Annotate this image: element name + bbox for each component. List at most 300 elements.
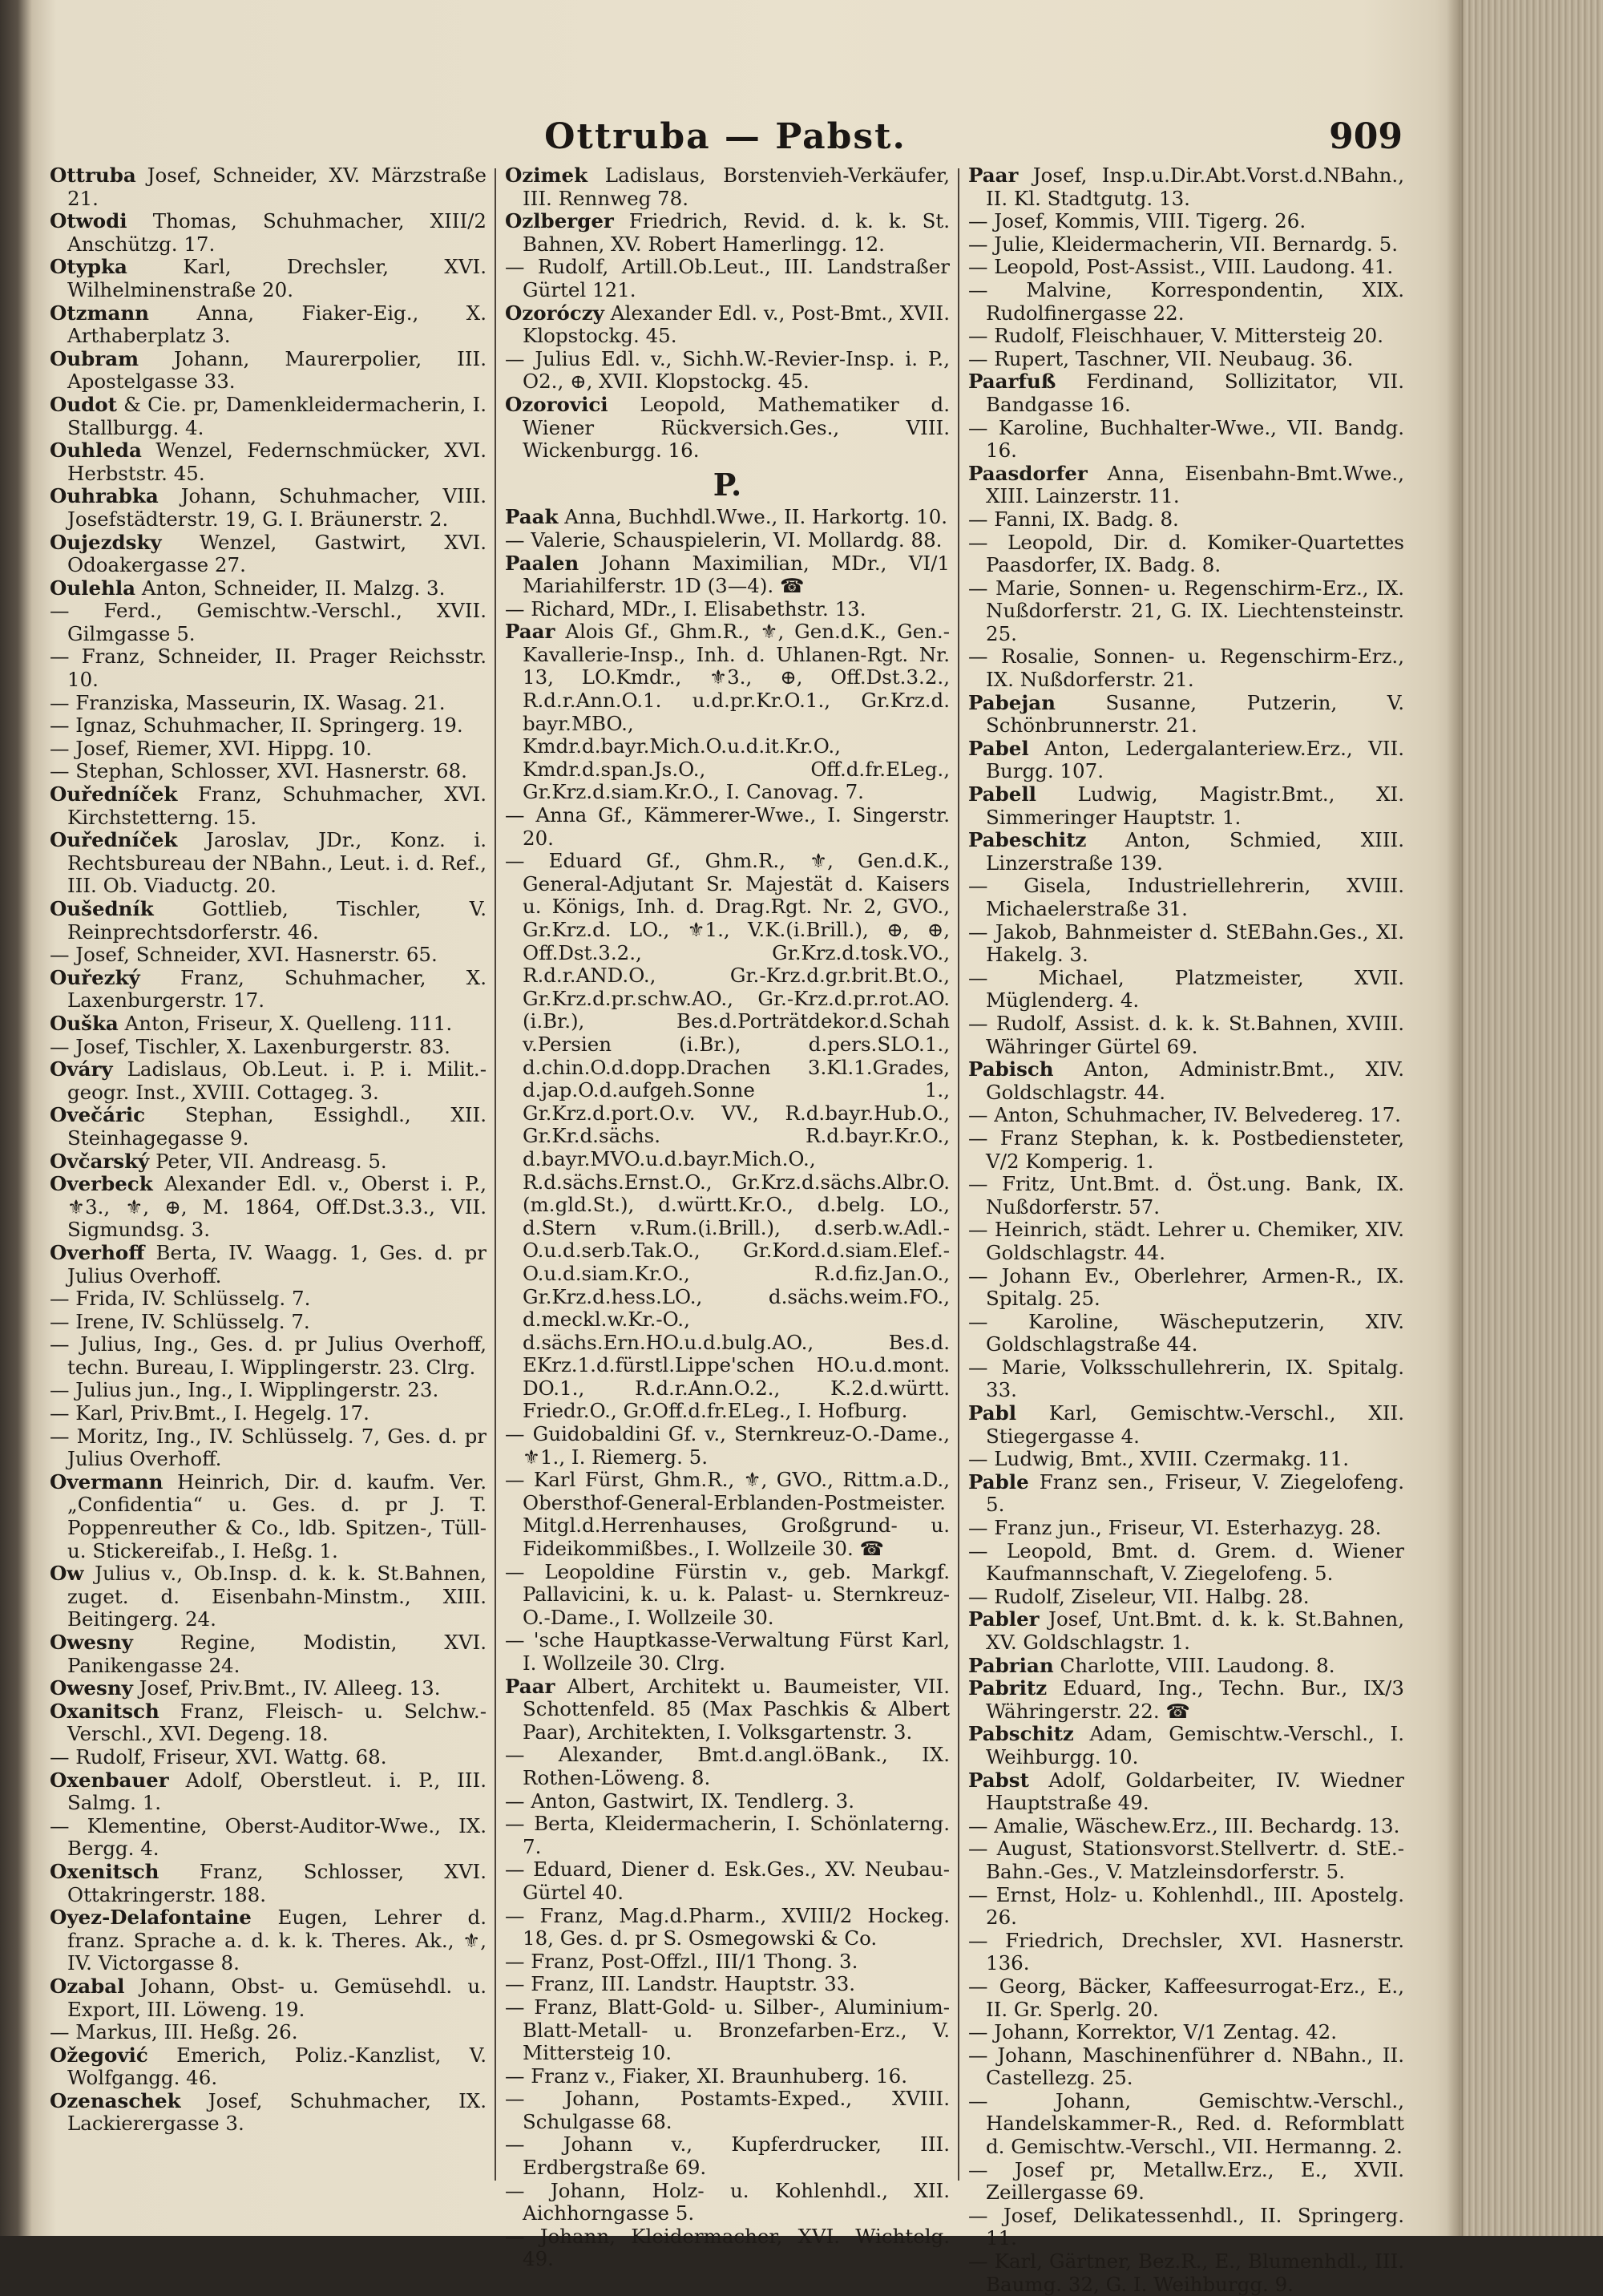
entry-details: — Anton, Gastwirt, IX. Tendlerg. 3.: [505, 1789, 855, 1813]
directory-entry: [50, 577, 487, 600]
directory-entry: [50, 1173, 487, 1242]
entry-details: — Johann, Korrektor, V/1 Zentag. 42.: [968, 2020, 1338, 2044]
entry-surname: Ouhleda: [50, 439, 142, 463]
directory-entry: [968, 1608, 1404, 1654]
entry-details: — Rudolf, Friseur, XVI. Wattg. 68.: [50, 1744, 387, 1768]
entry-details: Ladislaus, Borstenvieh-Verkäufer, III. Rennweg 78.: [523, 164, 950, 210]
column-1: [50, 164, 487, 2185]
entry-details: — Franz, Mag.d.Pharm., XVIII/2 Hockeg. 18, Ges. d. pr S. Osmegowski & Co.: [505, 1903, 950, 1950]
entry-details: Franz, Schuhmacher, X. Laxenburgerstr. 17.: [67, 965, 487, 1013]
entry-details: Eduard, Ing., Techn. Bur., IX/3 Währingerstr. 22. ☎: [986, 1676, 1404, 1723]
entry-surname: Ovečáric: [50, 1103, 146, 1127]
directory-entry: [50, 714, 487, 738]
entry-details: — Franz v., Fiaker, XI. Braunhuberg. 16.: [505, 2064, 908, 2088]
directory-entry: [968, 279, 1404, 325]
directory-entry: [50, 1677, 487, 1700]
entry-surname: Oulehla: [50, 576, 136, 600]
entry-details: — Markus, III. Heßg. 26.: [50, 2020, 298, 2044]
entry-details: Ladislaus, Ob.Leut. i. P. i. Milit.-geogr. Inst., XVIII. Cottageg. 3.: [67, 1057, 487, 1104]
directory-entry: [505, 552, 950, 598]
directory-entry: [50, 1150, 487, 1174]
entry-details: Anton, Schneider, II. Malzg. 3.: [135, 576, 446, 600]
entry-surname: Owesny: [50, 1676, 133, 1700]
entry-details: Franz sen., Friseur, V. Ziegelofeng. 5.: [986, 1469, 1404, 1517]
entry-details: Ferdinand, Sollizitator, VII. Bandgasse 16.: [986, 370, 1404, 416]
directory-entry: [968, 829, 1404, 875]
directory-entry: [968, 1013, 1404, 1058]
directory-entry: [505, 2225, 950, 2271]
entry-details: Josef, Schuhmacher, IX. Lackierergasse 3.: [67, 2088, 487, 2136]
entry-details: Josef, Unt.Bmt. d. k. k. St.Bahnen, XV. Goldschlagstr. 1.: [986, 1607, 1404, 1654]
entry-details: Franz, Schlosser, XVI. Ottakringerstr. 188.: [67, 1859, 487, 1906]
entry-details: Karl, Gemischtw.-Verschl., XII. Stiegergasse 4.: [986, 1401, 1404, 1448]
directory-entry: [968, 1402, 1404, 1448]
directory-entry: [505, 256, 950, 301]
directory-entry: [968, 1975, 1404, 2021]
entry-surname: Oyez-Delafontaine: [50, 1906, 252, 1930]
directory-entry: [50, 1631, 487, 1677]
directory-columns: [50, 164, 1404, 2296]
entry-details: Gottlieb, Tischler, V. Reinprechtsdorferstr. 46.: [67, 897, 487, 944]
directory-entry: [505, 1950, 950, 1974]
directory-entry: [968, 1586, 1404, 1609]
entry-details: — Rudolf, Fleischhauer, V. Mittersteig 20.: [968, 324, 1384, 348]
entry-details: Johann Maximilian, MDr., VI/1 Mariahilferstr. 1D (3—4). ☎: [523, 551, 950, 598]
directory-entry: [968, 1219, 1404, 1264]
entry-details: — Gisela, Industriellehrerin, XVIII. Michaelerstraße 31.: [968, 874, 1404, 920]
directory-entry: [505, 1423, 950, 1469]
entry-details: — Johann, Kleidermacher, XVI. Wichtelg. 49.: [505, 2224, 950, 2271]
page-number: 909: [1329, 116, 1403, 157]
directory-entry: [50, 1242, 487, 1287]
entry-details: Anna, Buchhdl.Wwe., II. Harkortg. 10.: [558, 505, 948, 529]
entry-details: — Fanni, IX. Badg. 8.: [968, 507, 1179, 531]
entry-surname: Pabell: [968, 782, 1036, 806]
directory-entry: [50, 1975, 487, 2021]
entry-details: — Josef, Schneider, XVI. Hasnerstr. 65.: [50, 943, 438, 967]
entry-details: Peter, VII. Andreasg. 5.: [149, 1149, 387, 1173]
entry-surname: Ozoróczy: [505, 301, 604, 325]
entry-details: Jaroslav, JDr., Konz. i. Rechtsbureau der NBahn., Leut. i. d. Ref., III. Ob. Viaductg. 20.: [67, 828, 487, 898]
column-2: [505, 164, 950, 2271]
directory-entry: [968, 417, 1404, 463]
running-title: Ottruba — Pabst.: [544, 116, 906, 157]
directory-entry: [50, 1562, 487, 1631]
entry-details: — Julius, Ing., Ges. d. pr Julius Overhoff, techn. Bureau, I. Wipplingerstr. 23. Clrg.: [50, 1332, 487, 1379]
entry-details: Stephan, Essighdl., XII. Steinhagegasse 9.: [67, 1103, 487, 1150]
directory-entry: [968, 164, 1404, 210]
entry-details: — Ferd., Gemischtw.-Verschl., XVII. Gilmgasse 5.: [50, 599, 487, 645]
directory-entry: [505, 1858, 950, 1904]
entry-surname: Oujezdsky: [50, 530, 162, 554]
entry-surname: Pabst: [968, 1768, 1029, 1792]
directory-entry: [50, 210, 487, 256]
entry-surname: Ozenaschek: [50, 2088, 181, 2112]
entry-surname: Pabritz: [968, 1676, 1048, 1700]
entry-details: — Heinrich, städt. Lehrer u. Chemiker, XIV. Goldschlagstr. 44.: [968, 1218, 1404, 1264]
entry-surname: Ovčarský: [50, 1149, 150, 1173]
entry-details: — Karoline, Buchhalter-Wwe., VII. Bandg. 16.: [968, 415, 1404, 463]
directory-entry: [968, 1837, 1404, 1883]
directory-entry: [50, 439, 487, 485]
entry-details: — Fritz, Unt.Bmt. d. Öst.ung. Bank, IX. Nußdorferstr. 57.: [968, 1172, 1404, 1219]
entry-details: — Julius Edl. v., Sichh.W.-Revier-Insp. i. P., O2., ⊕, XVII. Klopstockg. 45.: [505, 346, 950, 394]
directory-entry: [968, 875, 1404, 920]
directory-entry: [50, 1311, 487, 1334]
directory-entry: [50, 1746, 487, 1769]
entry-details: Leopold, Mathematiker d. Wiener Rückversich.Ges., VIII. Wickenburgg. 16.: [523, 392, 950, 463]
directory-entry: [50, 485, 487, 531]
entry-details: — Eduard, Diener d. Esk.Ges., XV. Neubau-Gürtel 40.: [505, 1857, 950, 1904]
entry-surname: Paar: [968, 164, 1019, 187]
entry-details: — August, Stationsvorst.Stellvertr. d. StE.-Bahn.-Ges., V. Matzleinsdorferstr. 5.: [968, 1837, 1404, 1883]
entry-surname: Oubram: [50, 346, 139, 370]
directory-entry: [505, 2180, 950, 2225]
directory-entry: [505, 1676, 950, 1744]
entry-surname: Ozimek: [505, 164, 588, 187]
directory-entry: [50, 1058, 487, 1104]
entry-details: — Josef, Tischler, X. Laxenburgerstr. 83.: [50, 1034, 450, 1058]
directory-entry: [968, 370, 1404, 416]
directory-entry: [50, 898, 487, 944]
directory-entry: [968, 2044, 1404, 2090]
directory-entry: [50, 1861, 487, 1906]
entry-details: Charlotte, VIII. Laudong. 8.: [1053, 1653, 1335, 1677]
directory-entry: [505, 2088, 950, 2133]
entry-details: — Marie, Sonnen- u. Regenschirm-Erz., IX. Nußdorferstr. 21, G. IX. Liechtensteinstr. 25.: [968, 576, 1404, 645]
entry-details: — Julie, Kleidermacherin, VII. Bernardg. 5.: [968, 232, 1398, 256]
directory-entry: [50, 1425, 487, 1471]
directory-entry: [968, 1448, 1404, 1471]
entry-details: Franz, Fleisch- u. Selchw.-Verschl., XVI. Degeng. 18.: [67, 1699, 487, 1746]
entry-details: — Richard, MDr., I. Elisabethstr. 13.: [505, 596, 866, 620]
directory-entry: [505, 804, 950, 850]
directory-entry: [505, 1973, 950, 1996]
entry-surname: Pabschitz: [968, 1722, 1074, 1746]
directory-entry: [505, 1561, 950, 1630]
entry-details: — Rudolf, Ziseleur, VII. Halbg. 28.: [968, 1584, 1310, 1608]
directory-entry: [505, 1469, 950, 1560]
entry-surname: Paasdorfer: [968, 461, 1088, 485]
entry-details: — Eduard Gf., Ghm.R., ⚜, Gen.d.K., General-Adjutant Sr. Majestät d. Kaisers u. Königs, Inh. d. Drag.Rgt. Nr. 2, GVO., Gr.Krz.d. LO., ⚜1., V.K.(i.Brill.), ⊕, ⊕, Off.Dst.3.2., Gr.Krz.d.tosk.VO., R.d.r.AND.O., Gr.-Krz.d.gr.brit.Bt.O., Gr.Krz.d.pr.schw.AO., Gr.-Krz.d.pr.rot.AO.(i.Br.), Bes.d.Porträtdekor.d.Schah v.Persien (i.Br.), d.pers.SLO.1., d.chin.O.d.dopp.Drachen 3.Kl.1.Grades, d.jap.O.d.aufgeh.Sonne 1., Gr.Krz.d.port.O.v. VV., R.d.bayr.Hub.O., Gr.Kr.d.sächs. R.d.bayr.Kr.O., d.bayr.MVO.u.d.bayr.Mich.O., R.d.sächs.Ernst.O., Gr.Krz.d.sächs.Albr.O.(m.gld.St.), d.württ.Kr.O., d.belg. LO., d.Stern v.Rum.(i.Brill.), d.serb.w.Adl.-O.u.d.serb.Tak.O., Gr.Kord.d.siam.Elef.-O.u.d.siam.Kr.O., R.d.fiz.Jan.O., Gr.Krz.d.hess.LO., d.sächs.weim.FO., d.meckl.w.Kr.-O., d.sächs.Ern.HO.u.d.bulg.AO., Bes.d. EKrz.1.d.fürstl.Lippe'schen HO.u.d.mont. DO.1., R.d.r.Ann.O.2., K.2.d.württ. Friedr.O., Gr.Off.d.fr.ELeg., I. Hofburg.: [505, 849, 950, 1423]
directory-entry: [50, 645, 487, 691]
entry-surname: Oxenbauer: [50, 1768, 169, 1792]
directory-entry: [50, 394, 487, 439]
entry-details: — Guidobaldini Gf. v., Sternkreuz-O.-Dame., ⚜1., I. Riemerg. 5.: [505, 1422, 950, 1469]
directory-entry: [50, 1013, 487, 1036]
entry-surname: Ouška: [50, 1011, 119, 1035]
entry-details: Anton, Administr.Bmt., XIV. Goldschlagstr. 44.: [986, 1057, 1404, 1104]
directory-entry: [968, 577, 1404, 646]
entry-surname: Ouředníček: [50, 828, 178, 852]
entry-details: — Ernst, Holz- u. Kohlenhdl., III. Apostelg. 26.: [968, 1882, 1404, 1930]
directory-entry: [968, 210, 1404, 233]
entry-details: — Franz, Post-Offzl., III/1 Thong. 3.: [505, 1949, 858, 1973]
entry-details: — Stephan, Schlosser, XVI. Hasnerstr. 68.: [50, 759, 467, 783]
entry-details: Johann, Obst- u. Gemüsehdl. u. Export, III. Löweng. 19.: [67, 1974, 487, 2021]
entry-details: — Jakob, Bahnmeister d. StEBahn.Ges., XI. Hakelg. 3.: [968, 920, 1404, 967]
directory-entry: [50, 944, 487, 967]
entry-surname: Paar: [505, 620, 555, 644]
entry-details: Emerich, Poliz.-Kanzlist, V. Wolfgangg. 46.: [67, 2043, 487, 2090]
entry-details: — Josef, Kommis, VIII. Tigerg. 26.: [968, 209, 1306, 233]
directory-entry: [505, 1629, 950, 1675]
directory-entry: [968, 2159, 1404, 2205]
column-3: [968, 164, 1404, 2296]
entry-details: — Alexander, Bmt.d.angl.öBank., IX. Rothen-Löweng. 8.: [505, 1743, 950, 1789]
directory-entry: [50, 348, 487, 394]
directory-entry: [968, 1884, 1404, 1930]
directory-entry: [505, 1905, 950, 1950]
directory-entry: [968, 532, 1404, 577]
entry-details: — Marie, Volksschullehrerin, IX. Spitalg. 33.: [968, 1355, 1404, 1402]
entry-surname: Paak: [505, 505, 559, 529]
entry-details: — Friedrich, Drechsler, XVI. Hasnerstr. 136.: [968, 1928, 1404, 1975]
directory-entry: [968, 1104, 1404, 1127]
section-letter: P.: [713, 466, 742, 503]
directory-entry: [968, 233, 1404, 257]
directory-entry: [968, 738, 1404, 783]
directory-entry: [505, 210, 950, 256]
entry-details: Josef, Insp.u.Dir.Abt.Vorst.d.NBahn., II. Kl. Stadtgutg. 13.: [986, 164, 1404, 210]
entry-details: Thomas, Schuhmacher, XIII/2 Anschützg. 17.: [67, 209, 487, 256]
entry-details: — Leopoldine Fürstin v., geb. Markgf. Pallavicini, k. u. k. Palast- u. Sternkreuz-O.-Dame., I. Wollzeile 30.: [505, 1559, 950, 1629]
entry-details: — Josef, Riemer, XVI. Hippg. 10.: [50, 736, 372, 760]
entry-surname: Ozabal: [50, 1974, 125, 1998]
entry-details: — Malvine, Korrespondentin, XIX. Rudolfinergasse 22.: [968, 277, 1404, 325]
directory-entry: [968, 1677, 1404, 1723]
entry-details: Josef, Schneider, XV. Märzstraße 21.: [67, 164, 487, 210]
directory-entry: [968, 508, 1404, 532]
entry-details: Wenzel, Federnschmücker, XVI. Herbststr. 45.: [67, 439, 487, 485]
entry-details: Anna, Eisenbahn-Bmt.Wwe., XIII. Lainzerstr. 11.: [986, 461, 1404, 508]
entry-details: Heinrich, Dir. d. kaufm. Ver. „Confidentia“ u. Ges. d. pr J. T. Poppenreuther & Co., ldb. Spitzen-, Tüll- u. Stickereifab., I. Heßg. 1.: [67, 1469, 487, 1562]
entry-surname: Paar: [505, 1674, 555, 1698]
directory-entry: [50, 783, 487, 829]
directory-entry: [50, 2090, 487, 2136]
entry-details: — Frida, IV. Schlüsselg. 7.: [50, 1287, 311, 1311]
entry-details: — 'sche Hauptkasse-Verwaltung Fürst Karl, I. Wollzeile 30. Clrg.: [505, 1628, 950, 1675]
entry-surname: Overmann: [50, 1469, 164, 1494]
directory-entry: [968, 692, 1404, 738]
directory-entry: [50, 1700, 487, 1746]
entry-surname: Pabeschitz: [968, 828, 1087, 852]
directory-entry: [968, 1127, 1404, 1173]
entry-details: Berta, IV. Waagg. 1, Ges. d. pr Julius Overhoff.: [67, 1240, 487, 1287]
directory-entry: [968, 463, 1404, 508]
column-rule: [495, 168, 496, 2181]
entry-details: — Rudolf, Artill.Ob.Leut., III. Landstraßer Gürtel 121.: [505, 255, 950, 301]
entry-details: — Franz Stephan, k. k. Postbediensteter, V/2 Komperig. 1.: [968, 1126, 1404, 1173]
entry-details: Alexander Edl. v., Post-Bmt., XVII. Klopstockg. 45.: [523, 301, 950, 348]
entry-details: — Rudolf, Assist. d. k. k. St.Bahnen, XVIII. Währinger Gürtel 69.: [968, 1011, 1404, 1058]
entry-details: — Josef, Delikatessenhdl., II. Springerg. 11.: [968, 2203, 1404, 2250]
directory-entry: [968, 1471, 1404, 1517]
directory-entry: [968, 1173, 1404, 1219]
directory-entry: [505, 598, 950, 621]
entry-details: Adam, Gemischtw.-Verschl., I. Weihburgg. 10.: [986, 1722, 1404, 1768]
entry-details: — Johann v., Kupferdrucker, III. Erdbergstraße 69.: [505, 2132, 950, 2180]
directory-entry: [50, 1906, 487, 1975]
entry-details: — Leopold, Post-Assist., VIII. Laudong. 41.: [968, 255, 1394, 279]
entry-details: — Klementine, Oberst-Auditor-Wwe., IX. Bergg. 4.: [50, 1813, 487, 1861]
directory-entry: [505, 1790, 950, 1813]
entry-details: — Berta, Kleidermacherin, I. Schönlaterng. 7.: [505, 1812, 950, 1858]
entry-details: — Franz, III. Landstr. Hauptstr. 33.: [505, 1972, 856, 1996]
directory-entry: [50, 1104, 487, 1150]
directory-entry: [968, 1540, 1404, 1586]
entry-surname: Pabejan: [968, 690, 1056, 714]
entry-details: — Johann, Holz- u. Kohlenhdl., XII. Aichhorngasse 5.: [505, 2178, 950, 2225]
directory-entry: [50, 738, 487, 761]
entry-details: Adolf, Goldarbeiter, IV. Wiedner Hauptstraße 49.: [986, 1768, 1404, 1815]
directory-entry: [50, 1287, 487, 1311]
entry-details: Johann, Maurerpolier, III. Apostelgasse 33.: [67, 346, 487, 394]
entry-details: — Ignaz, Schuhmacher, II. Springerg. 19.: [50, 713, 463, 738]
directory-entry: [968, 256, 1404, 279]
directory-entry: [968, 1815, 1404, 1838]
entry-details: — Moritz, Ing., IV. Schlüsselg. 7, Ges. d. pr Julius Overhoff.: [50, 1424, 487, 1471]
directory-entry: [50, 2044, 487, 2090]
directory-entry: [968, 645, 1404, 691]
entry-details: Anton, Schmied, XIII. Linzerstraße 139.: [986, 828, 1404, 875]
directory-entry: [505, 506, 950, 529]
entry-surname: Ow: [50, 1562, 84, 1586]
entry-surname: Ováry: [50, 1057, 113, 1081]
directory-entry: [505, 348, 950, 394]
entry-details: — Karl Fürst, Ghm.R., ⚜, GVO., Rittm.a.D., Obersthof-General-Erblanden-Postmeister. Mitgl.d.Herrenhauses, Großgrund- u. Fideikommißbes., I. Wollzeile 30. ☎: [505, 1468, 950, 1561]
entry-details: — Johann Ev., Oberlehrer, Armen-R., IX. Spitalg. 25.: [968, 1263, 1404, 1311]
page-edge-shadow: [1447, 0, 1463, 2236]
entry-details: & Cie. pr, Damenkleidermacherin, I. Stallburgg. 4.: [67, 392, 487, 439]
directory-entry: [50, 1379, 487, 1402]
entry-details: Julius v., Ob.Insp. d. k. k. St.Bahnen, zuget. d. Eisenbahn-Minstm., XIII. Beitingerg. 24.: [67, 1562, 487, 1631]
entry-details: — Leopold, Dir. d. Komiker-Quartettes Paasdorfer, IX. Badg. 8.: [968, 530, 1404, 577]
directory-entry: [505, 1744, 950, 1789]
entry-surname: Oušedník: [50, 897, 154, 920]
directory-entry: [968, 1311, 1404, 1356]
entry-details: — Leopold, Bmt. d. Grem. d. Wiener Kaufmannschaft, V. Ziegelofeng. 5.: [968, 1538, 1404, 1586]
directory-entry: [50, 1036, 487, 1059]
entry-details: — Johann, Postamts-Exped., XVIII. Schulgasse 68.: [505, 2087, 950, 2133]
entry-details: Josef, Priv.Bmt., IV. Alleeg. 13.: [132, 1676, 441, 1700]
entry-surname: Ozlberger: [505, 209, 614, 233]
entry-surname: Paalen: [505, 551, 579, 575]
directory-entry: [50, 1769, 487, 1815]
entry-details: — Karl, Priv.Bmt., I. Hegelg. 17.: [50, 1401, 369, 1425]
directory-entry: [968, 1723, 1404, 1768]
entry-surname: Otzmann: [50, 301, 149, 325]
directory-entry: [505, 620, 950, 804]
entry-surname: Otwodi: [50, 209, 127, 233]
entry-details: — Karoline, Wäscheputzerin, XIV. Goldschlagstraße 44.: [968, 1309, 1404, 1356]
entry-details: Susanne, Putzerin, V. Schönbrunnerstr. 21.: [986, 690, 1404, 738]
directory-entry: [968, 2090, 1404, 2159]
entry-details: Anton, Ledergalanteriew.Erz., VII. Burgg. 107.: [986, 736, 1404, 783]
entry-details: — Rosalie, Sonnen- u. Regenschirm-Erz., IX. Nußdorferstr. 21.: [968, 645, 1404, 692]
directory-entry: [50, 600, 487, 645]
directory-entry: [968, 1769, 1404, 1815]
entry-details: — Michael, Platzmeister, XVII. Müglenderg. 4.: [968, 965, 1404, 1013]
directory-entry: [968, 1058, 1404, 1104]
entry-surname: Pabl: [968, 1401, 1017, 1425]
entry-details: — Karl, Gärtner, Bez.R., E., Blumenhdl., III. Baumg. 32, G. I. Weihburgg. 9.: [968, 2250, 1404, 2296]
directory-entry: [505, 2133, 950, 2179]
directory-entry: [50, 1471, 487, 1562]
entry-details: — Amalie, Wäschew.Erz., III. Bechardg. 13.: [968, 1813, 1400, 1837]
directory-entry: [50, 256, 487, 301]
directory-entry: [968, 921, 1404, 967]
entry-details: Anton, Friseur, X. Quelleng. 111.: [118, 1011, 453, 1035]
entry-details: — Josef pr, Metallw.Erz., E., XVII. Zeillergasse 69.: [968, 2157, 1404, 2205]
entry-details: Friedrich, Revid. d. k. k. St. Bahnen, XV. Robert Hamerlingg. 12.: [523, 209, 950, 256]
entry-surname: Ozorovici: [505, 392, 608, 416]
entry-surname: Overhoff: [50, 1240, 145, 1264]
entry-details: — Johann, Gemischtw.-Verschl., Handelskammer-R., Red. d. Reformblatt d. Gemischtw.-Verschl., VII. Hermanng. 2.: [968, 2088, 1404, 2159]
directory-entry: [50, 829, 487, 898]
entry-details: — Franz, Blatt-Gold- u. Silber-, Aluminium-Blatt-Metall- u. Bronzefarben-Erz., V. Mittersteig 10.: [505, 1995, 950, 2065]
directory-entry: [968, 348, 1404, 371]
directory-entry: [50, 164, 487, 210]
entry-details: Alois Gf., Ghm.R., ⚜, Gen.d.K., Gen.-Kavallerie-Insp., Inh. d. Uhlanen-Rgt. Nr. 13, LO.Kmdr., ⚜3., ⊕, Off.Dst.3.2., R.d.r.Ann.O.1. u.d.pr.Kr.O.1., Gr.Krz.d. bayr.MBO., Kmdr.d.bayr.Mich.O.u.d.it.Kr.O., Kmdr.d.span.Js.O., Off.d.fr.ELeg., Gr.Krz.d.siam.Kr.O., I. Canovag. 7.: [523, 620, 950, 804]
directory-entry: [968, 1517, 1404, 1540]
entry-surname: Ottruba: [50, 164, 136, 187]
directory-entry: [50, 302, 487, 348]
directory-entry: [505, 164, 950, 210]
entry-details: Ludwig, Magistr.Bmt., XI. Simmeringer Hauptstr. 1.: [986, 782, 1404, 829]
entry-surname: Oxenitsch: [50, 1859, 159, 1883]
entry-details: Albert, Architekt u. Baumeister, VII. Schottenfeld. 85 (Max Paschkis & Albert Paar), Architekten, I. Volksgartenstr. 3.: [523, 1674, 950, 1744]
entry-details: — Irene, IV. Schlüsselg. 7.: [50, 1309, 310, 1333]
directory-entry: [505, 850, 950, 1423]
directory-entry: [50, 1402, 487, 1425]
directory-entry: [968, 783, 1404, 829]
directory-entry: [968, 967, 1404, 1013]
entry-details: Adolf, Oberstleut. i. P., III. Salmg. 1.: [67, 1768, 487, 1815]
entry-surname: Overbeck: [50, 1172, 153, 1196]
entry-details: Alexander Edl. v., Oberst i. P., ⚜3., ⚜, ⊕, M. 1864, Off.Dst.3.3., VII. Sigmundsg. 3.: [67, 1172, 487, 1242]
column-rule: [958, 168, 959, 2181]
entry-details: — Franziska, Masseurin, IX. Wasag. 21.: [50, 690, 446, 714]
directory-entry: [505, 1996, 950, 2065]
directory-entry: [505, 529, 950, 552]
directory-entry: [50, 2021, 487, 2044]
directory-entry: [50, 532, 487, 577]
entry-surname: Pabler: [968, 1607, 1040, 1631]
entry-surname: Ouřezký: [50, 965, 140, 989]
entry-details: Eugen, Lehrer d. franz. Sprache a. d. k. k. Theres. Ak., ⚜, IV. Victorgasse 8.: [67, 1906, 487, 1975]
entry-details: — Franz, Schneider, II. Prager Reichsstr. 10.: [50, 645, 487, 692]
directory-entry: [968, 2205, 1404, 2250]
directory-entry: [505, 302, 950, 348]
directory-entry: [50, 760, 487, 783]
entry-surname: Pabrian: [968, 1653, 1054, 1677]
directory-entry: [505, 394, 950, 463]
entry-details: Anna, Fiaker-Eig., X. Arthaberplatz 3.: [67, 301, 487, 348]
entry-details: Johann, Schuhmacher, VIII. Josefstädterstr. 19, G. I. Bräunerstr. 2.: [67, 484, 487, 531]
entry-surname: Paarfuß: [968, 370, 1056, 394]
entry-surname: Owesny: [50, 1631, 133, 1654]
directory-entry: [968, 1655, 1404, 1678]
directory-entry: [50, 692, 487, 715]
entry-surname: Otypka: [50, 255, 127, 279]
entry-details: Franz, Schuhmacher, XVI. Kirchstetterng. 15.: [67, 782, 487, 829]
entry-details: Wenzel, Gastwirt, XVI. Odoakergasse 27.: [67, 530, 487, 577]
directory-entry: [968, 325, 1404, 348]
directory-entry: [50, 1333, 487, 1379]
entry-surname: Pable: [968, 1469, 1029, 1494]
entry-details: — Georg, Bäcker, Kaffeesurrogat-Erz., E., II. Gr. Sperlg. 20.: [968, 1974, 1404, 2021]
